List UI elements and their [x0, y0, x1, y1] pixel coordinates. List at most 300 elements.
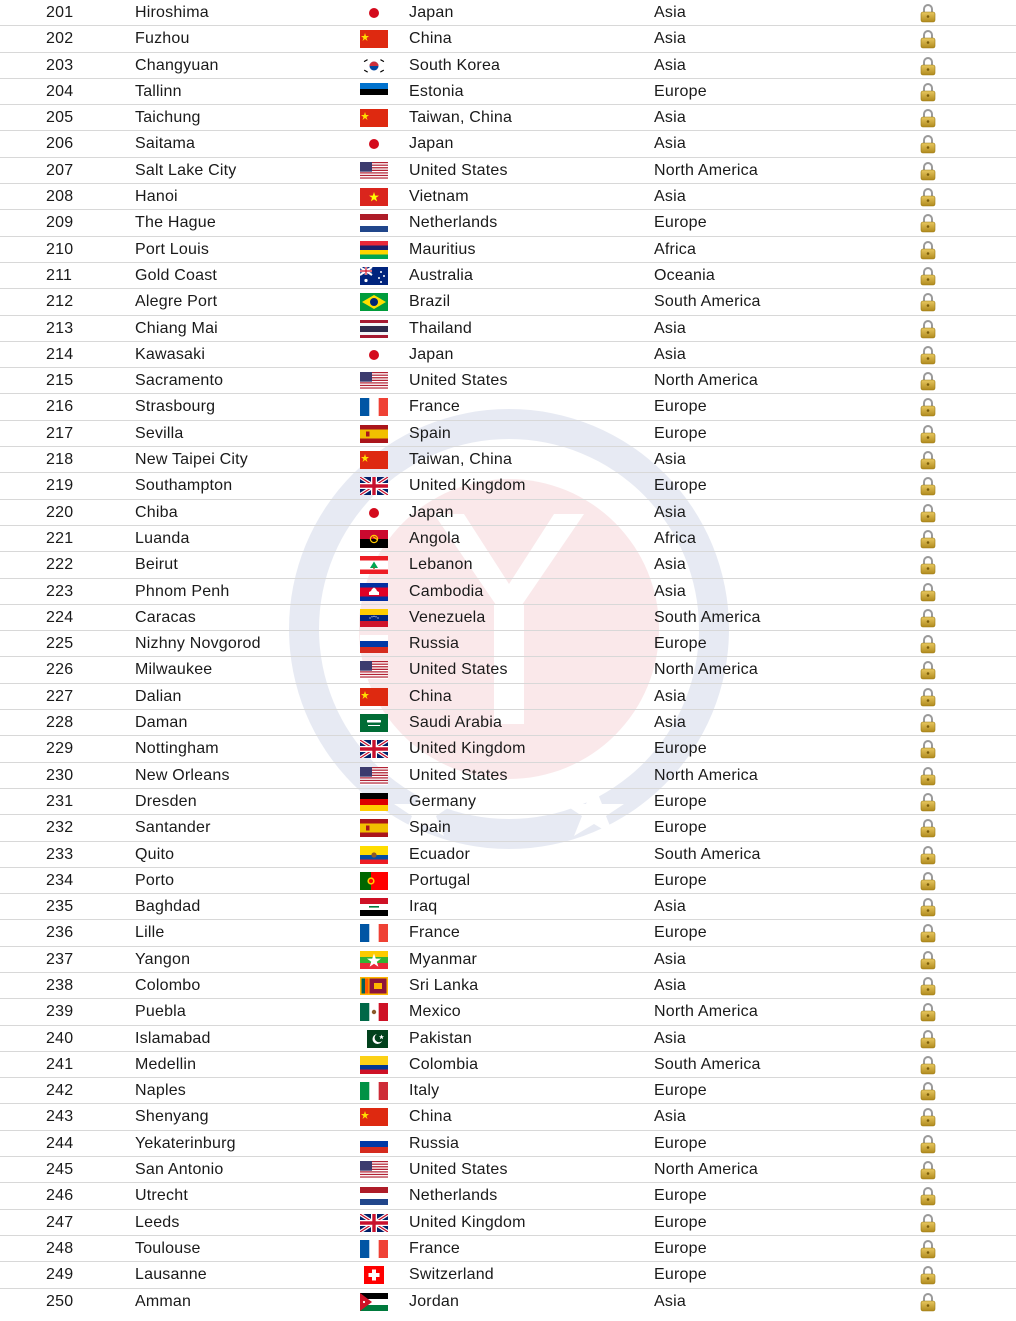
table-row: [0, 684, 1016, 710]
lock-icon[interactable]: [919, 1160, 937, 1180]
rank-cell: 249: [46, 1266, 74, 1284]
country-cell: Angola: [409, 529, 461, 547]
city-cell: Sacramento: [135, 372, 224, 390]
table-row: [0, 947, 1016, 973]
country-cell: United States: [409, 661, 508, 679]
table-row: [0, 894, 1016, 920]
table-row: [0, 526, 1016, 552]
table-row: [0, 79, 1016, 105]
city-cell: Baghdad: [135, 898, 201, 916]
region-cell: North America: [654, 1161, 758, 1179]
city-cell: Leeds: [135, 1213, 180, 1231]
flag-jo-icon: [360, 1293, 388, 1311]
country-cell: Netherlands: [409, 1187, 498, 1205]
table-row: [0, 263, 1016, 289]
flag-th-icon: [360, 320, 388, 338]
region-cell: Europe: [654, 635, 707, 653]
table-row: [0, 842, 1016, 868]
lock-icon[interactable]: [919, 134, 937, 154]
region-cell: Europe: [654, 398, 707, 416]
flag-br-icon: [360, 293, 388, 311]
lock-icon[interactable]: [919, 529, 937, 549]
country-cell: Lebanon: [409, 556, 473, 574]
rank-cell: 250: [46, 1292, 74, 1310]
rank-cell: 217: [46, 424, 74, 442]
city-cell: The Hague: [135, 214, 216, 232]
city-cell: Southampton: [135, 477, 233, 495]
flag-de-icon: [360, 793, 388, 811]
table-row: [0, 473, 1016, 499]
flag-us-icon: [360, 162, 388, 180]
rank-cell: 224: [46, 608, 74, 626]
region-cell: North America: [654, 372, 758, 390]
lock-icon[interactable]: [919, 976, 937, 996]
flag-sa-icon: [360, 714, 388, 732]
lock-icon[interactable]: [919, 871, 937, 891]
city-cell: Kawasaki: [135, 345, 206, 363]
region-cell: Europe: [654, 477, 707, 495]
table-row: [0, 1104, 1016, 1130]
country-cell: Vietnam: [409, 188, 469, 206]
city-cell: San Antonio: [135, 1161, 224, 1179]
rank-cell: 246: [46, 1187, 74, 1205]
table-row: [0, 999, 1016, 1025]
rank-cell: 209: [46, 214, 74, 232]
flag-us-icon: [360, 1161, 388, 1179]
lock-icon[interactable]: [919, 161, 937, 181]
lock-icon[interactable]: [919, 1186, 937, 1206]
lock-icon[interactable]: [919, 897, 937, 917]
table-row: [0, 1210, 1016, 1236]
country-cell: Ecuador: [409, 845, 470, 863]
rank-cell: 243: [46, 1108, 74, 1126]
country-cell: United Kingdom: [409, 477, 526, 495]
lock-icon[interactable]: [919, 187, 937, 207]
flag-ao-icon: [360, 530, 388, 548]
region-cell: Asia: [654, 687, 686, 705]
region-cell: Asia: [654, 1292, 686, 1310]
region-cell: South America: [654, 845, 761, 863]
flag-jp-icon: [360, 504, 388, 522]
table-row: [0, 394, 1016, 420]
region-cell: Oceania: [654, 266, 715, 284]
table-row: [0, 973, 1016, 999]
region-cell: Europe: [654, 1134, 707, 1152]
country-cell: France: [409, 1239, 460, 1257]
flag-mx-icon: [360, 1003, 388, 1021]
flag-jp-icon: [360, 4, 388, 22]
region-cell: Asia: [654, 56, 686, 74]
country-cell: Italy: [409, 1082, 440, 1100]
lock-icon[interactable]: [919, 476, 937, 496]
table-row: [0, 1262, 1016, 1288]
lock-icon[interactable]: [919, 739, 937, 759]
lock-icon[interactable]: [919, 950, 937, 970]
table-row: [0, 1157, 1016, 1183]
rank-cell: 202: [46, 30, 74, 48]
region-cell: Asia: [654, 30, 686, 48]
table-row: [0, 920, 1016, 946]
country-cell: Netherlands: [409, 214, 498, 232]
country-cell: Spain: [409, 819, 451, 837]
flag-jp-icon: [360, 346, 388, 364]
flag-lb-icon: [360, 556, 388, 574]
table-row: [0, 1078, 1016, 1104]
city-cell: Chiang Mai: [135, 319, 218, 337]
country-cell: Japan: [409, 503, 454, 521]
city-cell: Saitama: [135, 135, 196, 153]
lock-icon[interactable]: [919, 582, 937, 602]
region-cell: Asia: [654, 556, 686, 574]
region-cell: Europe: [654, 1213, 707, 1231]
lock-icon[interactable]: [919, 1265, 937, 1285]
lock-icon[interactable]: [919, 371, 937, 391]
table-row: [0, 184, 1016, 210]
lock-icon[interactable]: [919, 345, 937, 365]
rank-cell: 240: [46, 1029, 74, 1047]
city-cell: Tallinn: [135, 82, 182, 100]
flag-us-icon: [360, 372, 388, 390]
rank-cell: 233: [46, 845, 74, 863]
rank-cell: 238: [46, 976, 74, 994]
lock-icon[interactable]: [919, 503, 937, 523]
city-cell: Fuzhou: [135, 30, 190, 48]
city-cell: Nizhny Novgorod: [135, 635, 261, 653]
table-row: [0, 421, 1016, 447]
rank-cell: 239: [46, 1003, 74, 1021]
city-cell: Lausanne: [135, 1266, 207, 1284]
rank-cell: 206: [46, 135, 74, 153]
flag-lk-icon: [360, 977, 388, 995]
country-cell: Japan: [409, 135, 454, 153]
lock-icon[interactable]: [919, 608, 937, 628]
city-cell: Yangon: [135, 950, 191, 968]
region-cell: Europe: [654, 82, 707, 100]
lock-icon[interactable]: [919, 845, 937, 865]
lock-icon[interactable]: [919, 1029, 937, 1049]
region-cell: Asia: [654, 4, 686, 21]
table-row: [0, 368, 1016, 394]
rank-cell: 211: [46, 266, 73, 284]
flag-kr-icon: [360, 57, 388, 75]
table-row: [0, 1052, 1016, 1078]
table-row: [0, 342, 1016, 368]
rank-cell: 225: [46, 635, 74, 653]
rank-cell: 228: [46, 714, 74, 732]
country-cell: United States: [409, 766, 508, 784]
table-row: [0, 1131, 1016, 1157]
region-cell: Asia: [654, 451, 686, 469]
region-cell: Africa: [654, 240, 697, 258]
flag-gb-icon: [360, 1214, 388, 1232]
city-cell: New Orleans: [135, 766, 230, 784]
lock-icon[interactable]: [919, 213, 937, 233]
table-row: [0, 552, 1016, 578]
lock-icon[interactable]: [919, 29, 937, 49]
rank-cell: 208: [46, 188, 74, 206]
flag-cn-icon: [360, 451, 388, 469]
table-row: [0, 1026, 1016, 1052]
lock-icon[interactable]: [919, 108, 937, 128]
region-cell: Africa: [654, 529, 697, 547]
rank-cell: 232: [46, 819, 74, 837]
country-cell: Mexico: [409, 1003, 461, 1021]
table-row: [0, 26, 1016, 52]
region-cell: Europe: [654, 819, 707, 837]
country-cell: United Kingdom: [409, 1213, 526, 1231]
region-cell: Asia: [654, 135, 686, 153]
table-row: [0, 763, 1016, 789]
country-cell: South Korea: [409, 56, 501, 74]
region-cell: Europe: [654, 424, 707, 442]
rank-cell: 213: [46, 319, 74, 337]
city-cell: Changyuan: [135, 56, 219, 74]
lock-icon[interactable]: [919, 818, 937, 838]
rank-cell: 229: [46, 740, 74, 758]
table-row: [0, 131, 1016, 157]
table-row: [0, 289, 1016, 315]
region-cell: Asia: [654, 714, 686, 732]
rank-cell: 241: [46, 1055, 74, 1073]
flag-mu-icon: [360, 241, 388, 259]
country-cell: China: [409, 1108, 452, 1126]
lock-icon[interactable]: [919, 634, 937, 654]
lock-icon[interactable]: [919, 687, 937, 707]
lock-icon[interactable]: [919, 923, 937, 943]
region-cell: South America: [654, 293, 761, 311]
flag-nl-icon: [360, 214, 388, 232]
lock-icon[interactable]: [919, 56, 937, 76]
city-cell: Alegre Port: [135, 293, 218, 311]
city-cell: Shenyang: [135, 1108, 209, 1126]
flag-ch-icon: [360, 1266, 388, 1284]
flag-vn-icon: [360, 188, 388, 206]
country-cell: Mauritius: [409, 240, 476, 258]
rank-cell: 221: [46, 529, 74, 547]
country-cell: Russia: [409, 635, 460, 653]
region-cell: Asia: [654, 950, 686, 968]
table-row: [0, 447, 1016, 473]
table-row: [0, 105, 1016, 131]
lock-icon[interactable]: [919, 319, 937, 339]
rank-cell: 244: [46, 1134, 74, 1152]
lock-icon[interactable]: [919, 1134, 937, 1154]
flag-es-icon: [360, 819, 388, 837]
flag-cn-icon: [360, 30, 388, 48]
region-cell: North America: [654, 661, 758, 679]
lock-icon[interactable]: [919, 1107, 937, 1127]
flag-cn-icon: [360, 1108, 388, 1126]
table-row: [0, 0, 1016, 26]
lock-icon[interactable]: [919, 1055, 937, 1075]
flag-ee-icon: [360, 83, 388, 101]
rank-cell: 245: [46, 1161, 74, 1179]
rank-cell: 214: [46, 345, 74, 363]
city-cell: New Taipei City: [135, 451, 248, 469]
lock-icon[interactable]: [919, 1081, 937, 1101]
region-cell: Europe: [654, 1239, 707, 1257]
lock-icon[interactable]: [919, 555, 937, 575]
city-cell: Naples: [135, 1082, 187, 1100]
city-cell: Medellin: [135, 1055, 197, 1073]
rank-cell: 231: [46, 792, 74, 810]
region-cell: North America: [654, 766, 758, 784]
country-cell: Switzerland: [409, 1266, 494, 1284]
rank-cell: 201: [46, 4, 74, 21]
rank-cell: 222: [46, 556, 74, 574]
country-cell: United Kingdom: [409, 740, 526, 758]
table-row: [0, 500, 1016, 526]
flag-ve-icon: [360, 609, 388, 627]
city-cell: Taichung: [135, 109, 201, 127]
region-cell: Asia: [654, 503, 686, 521]
region-cell: Asia: [654, 188, 686, 206]
table-row: [0, 815, 1016, 841]
rank-cell: 234: [46, 871, 74, 889]
country-cell: Estonia: [409, 82, 464, 100]
flag-gb-icon: [360, 740, 388, 758]
flag-gb-icon: [360, 477, 388, 495]
table-row: [0, 158, 1016, 184]
flag-fr-icon: [360, 1240, 388, 1258]
country-cell: China: [409, 687, 452, 705]
country-cell: Taiwan, China: [409, 451, 513, 469]
lock-icon[interactable]: [919, 660, 937, 680]
table-row: [0, 868, 1016, 894]
rank-cell: 226: [46, 661, 74, 679]
city-cell: Sevilla: [135, 424, 184, 442]
region-cell: Asia: [654, 582, 686, 600]
rank-cell: 203: [46, 56, 74, 74]
region-cell: Asia: [654, 1029, 686, 1047]
lock-icon[interactable]: [919, 792, 937, 812]
country-cell: Portugal: [409, 871, 471, 889]
lock-icon[interactable]: [919, 292, 937, 312]
table-row: [0, 1289, 1016, 1315]
table-row: [0, 1183, 1016, 1209]
city-cell: Hiroshima: [135, 4, 209, 21]
country-cell: Myanmar: [409, 950, 478, 968]
city-cell: Salt Lake City: [135, 161, 237, 179]
country-cell: Australia: [409, 266, 474, 284]
lock-icon[interactable]: [919, 397, 937, 417]
rank-cell: 215: [46, 372, 74, 390]
city-cell: Gold Coast: [135, 266, 218, 284]
country-cell: Iraq: [409, 898, 438, 916]
country-cell: Spain: [409, 424, 451, 442]
region-cell: Asia: [654, 1108, 686, 1126]
table-row: [0, 736, 1016, 762]
table-row: [0, 710, 1016, 736]
city-cell: Yekaterinburg: [135, 1134, 236, 1152]
city-cell: Quito: [135, 845, 175, 863]
rank-cell: 204: [46, 82, 74, 100]
lock-icon[interactable]: [919, 1213, 937, 1233]
country-cell: Cambodia: [409, 582, 484, 600]
region-cell: South America: [654, 608, 761, 626]
lock-icon[interactable]: [919, 1292, 937, 1312]
region-cell: Europe: [654, 214, 707, 232]
city-cell: Colombo: [135, 976, 201, 994]
city-cell: Beirut: [135, 556, 178, 574]
table-row: [0, 210, 1016, 236]
flag-us-icon: [360, 767, 388, 785]
region-cell: North America: [654, 1003, 758, 1021]
region-cell: Europe: [654, 1082, 707, 1100]
table-row: [0, 631, 1016, 657]
table-row: [0, 605, 1016, 631]
rank-cell: 235: [46, 898, 74, 916]
rank-cell: 205: [46, 109, 74, 127]
region-cell: Asia: [654, 976, 686, 994]
flag-ec-icon: [360, 846, 388, 864]
table-row: [0, 53, 1016, 79]
table-row: [0, 789, 1016, 815]
city-cell: Santander: [135, 819, 211, 837]
lock-icon[interactable]: [919, 1239, 937, 1259]
city-cell: Chiba: [135, 503, 178, 521]
lock-icon[interactable]: [919, 3, 937, 23]
table-row: [0, 657, 1016, 683]
flag-es-icon: [360, 425, 388, 443]
flag-mm-icon: [360, 951, 388, 969]
region-cell: Europe: [654, 1187, 707, 1205]
city-cell: Luanda: [135, 529, 190, 547]
city-cell: Lille: [135, 924, 165, 942]
country-cell: Japan: [409, 4, 454, 21]
rank-cell: 236: [46, 924, 74, 942]
city-cell: Porto: [135, 871, 175, 889]
lock-icon[interactable]: [919, 713, 937, 733]
table-row: [0, 316, 1016, 342]
country-cell: China: [409, 30, 452, 48]
region-cell: Europe: [654, 871, 707, 889]
lock-icon[interactable]: [919, 424, 937, 444]
country-cell: Germany: [409, 792, 477, 810]
country-cell: Brazil: [409, 293, 451, 311]
table-row: [0, 237, 1016, 263]
region-cell: Asia: [654, 109, 686, 127]
rank-cell: 219: [46, 477, 74, 495]
lock-icon[interactable]: [919, 766, 937, 786]
city-cell: Dresden: [135, 792, 197, 810]
flag-fr-icon: [360, 924, 388, 942]
country-cell: United States: [409, 161, 508, 179]
country-cell: Taiwan, China: [409, 109, 513, 127]
region-cell: Asia: [654, 319, 686, 337]
lock-icon[interactable]: [919, 1002, 937, 1022]
flag-au-icon: [360, 267, 388, 285]
lock-icon[interactable]: [919, 450, 937, 470]
flag-ru-icon: [360, 635, 388, 653]
rank-cell: 210: [46, 240, 74, 258]
lock-icon[interactable]: [919, 266, 937, 286]
lock-icon[interactable]: [919, 240, 937, 260]
region-cell: Europe: [654, 1266, 707, 1284]
lock-icon[interactable]: [919, 82, 937, 102]
country-cell: Thailand: [409, 319, 472, 337]
rank-cell: 242: [46, 1082, 74, 1100]
country-cell: United States: [409, 372, 508, 390]
country-cell: Russia: [409, 1134, 460, 1152]
flag-it-icon: [360, 1082, 388, 1100]
rank-cell: 230: [46, 766, 74, 784]
region-cell: Asia: [654, 898, 686, 916]
city-cell: Port Louis: [135, 240, 210, 258]
flag-jp-icon: [360, 135, 388, 153]
city-cell: Nottingham: [135, 740, 219, 758]
region-cell: Europe: [654, 924, 707, 942]
